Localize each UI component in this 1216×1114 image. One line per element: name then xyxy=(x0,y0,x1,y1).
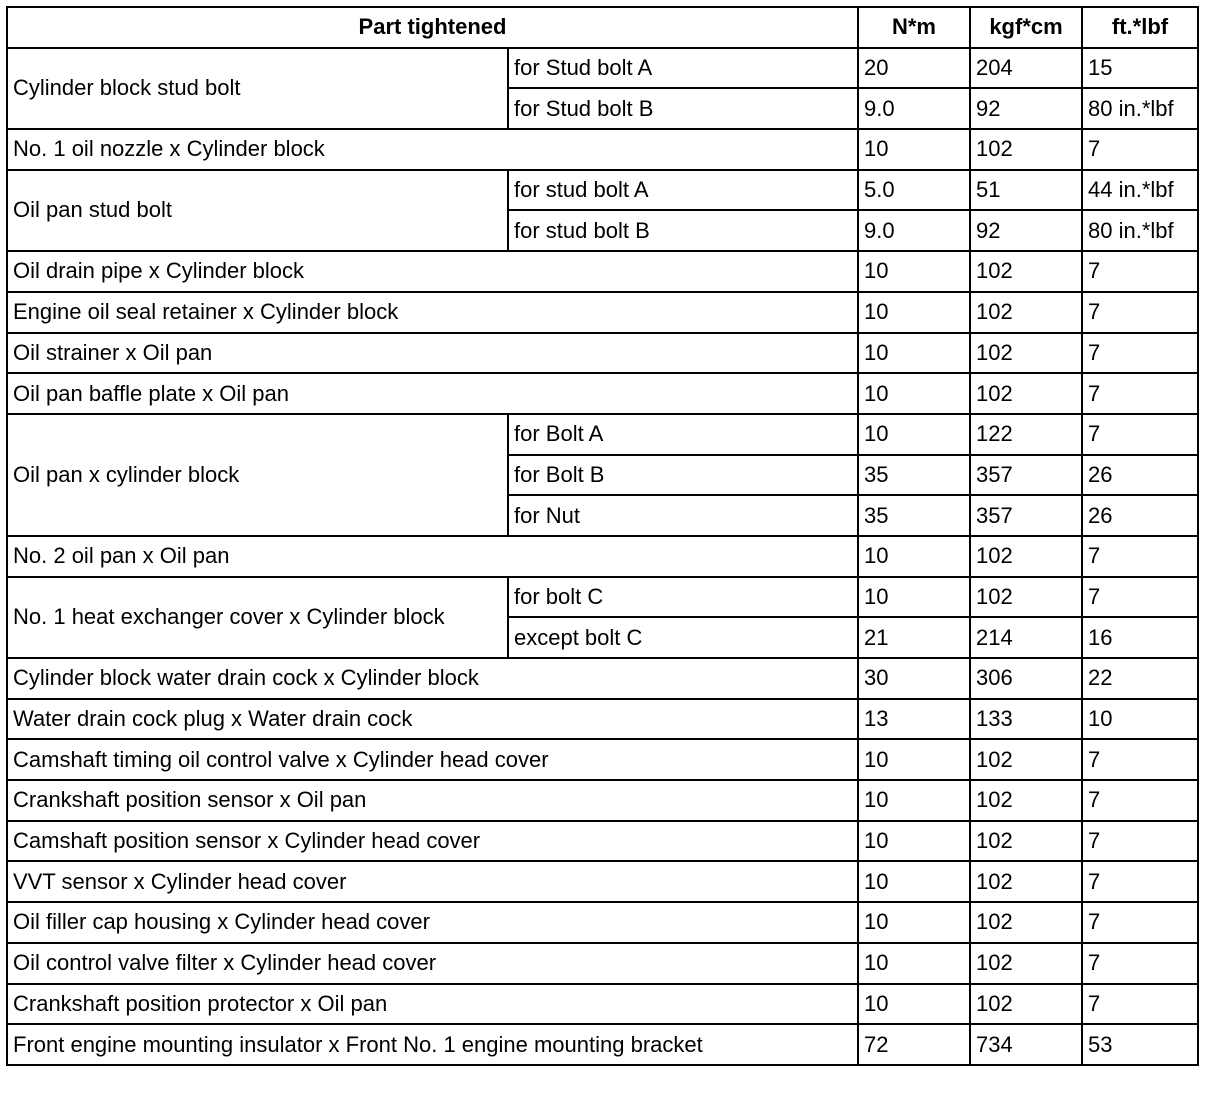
nm-value: 72 xyxy=(858,1024,970,1065)
kgfcm-value: 204 xyxy=(970,48,1082,89)
table-row xyxy=(7,1024,1198,1065)
part-cell: No. 1 heat exchanger cover x Cylinder block xyxy=(7,577,508,658)
table-row xyxy=(7,170,1198,211)
ftlbf-value: 44 in.*lbf xyxy=(1082,170,1198,211)
header-ftlbf: ft.*lbf xyxy=(1082,7,1198,48)
kgfcm-value: 51 xyxy=(970,170,1082,211)
nm-value: 10 xyxy=(858,780,970,821)
sub-part-cell: except bolt C xyxy=(508,617,858,658)
ftlbf-value: 80 in.*lbf xyxy=(1082,88,1198,129)
table-row xyxy=(7,577,1198,618)
kgfcm-value: 102 xyxy=(970,821,1082,862)
nm-value: 35 xyxy=(858,495,970,536)
table-row xyxy=(7,984,1198,1025)
table-body xyxy=(7,48,1198,1065)
header-kgfcm: kgf*cm xyxy=(970,7,1082,48)
kgfcm-value: 102 xyxy=(970,902,1082,943)
part-cell: Water drain cock plug x Water drain cock xyxy=(7,699,858,740)
nm-value: 10 xyxy=(858,292,970,333)
part-cell: Oil pan stud bolt xyxy=(7,170,508,251)
table-row xyxy=(7,48,1198,89)
part-cell: No. 1 oil nozzle x Cylinder block xyxy=(7,129,858,170)
nm-value: 10 xyxy=(858,251,970,292)
sub-part-cell: for Bolt A xyxy=(508,414,858,455)
part-cell: Oil strainer x Oil pan xyxy=(7,333,858,374)
ftlbf-value: 16 xyxy=(1082,617,1198,658)
kgfcm-value: 102 xyxy=(970,943,1082,984)
ftlbf-value: 7 xyxy=(1082,943,1198,984)
ftlbf-value: 22 xyxy=(1082,658,1198,699)
part-cell: Oil control valve filter x Cylinder head cover xyxy=(7,943,858,984)
table-row xyxy=(7,658,1198,699)
sub-part-cell: for Bolt B xyxy=(508,455,858,496)
kgfcm-value: 306 xyxy=(970,658,1082,699)
table-row xyxy=(7,536,1198,577)
sub-part-cell: for Stud bolt B xyxy=(508,88,858,129)
kgfcm-value: 92 xyxy=(970,210,1082,251)
table-row xyxy=(7,373,1198,414)
ftlbf-value: 7 xyxy=(1082,414,1198,455)
table-row xyxy=(7,739,1198,780)
nm-value: 10 xyxy=(858,821,970,862)
table-row xyxy=(7,699,1198,740)
kgfcm-value: 102 xyxy=(970,739,1082,780)
kgfcm-value: 102 xyxy=(970,577,1082,618)
kgfcm-value: 214 xyxy=(970,617,1082,658)
ftlbf-value: 10 xyxy=(1082,699,1198,740)
nm-value: 10 xyxy=(858,902,970,943)
table-row xyxy=(7,780,1198,821)
table-row xyxy=(7,129,1198,170)
table-row xyxy=(7,292,1198,333)
ftlbf-value: 7 xyxy=(1082,251,1198,292)
nm-value: 10 xyxy=(858,536,970,577)
kgfcm-value: 357 xyxy=(970,455,1082,496)
header-nm: N*m xyxy=(858,7,970,48)
ftlbf-value: 7 xyxy=(1082,780,1198,821)
nm-value: 10 xyxy=(858,414,970,455)
ftlbf-value: 7 xyxy=(1082,984,1198,1025)
header-part-tightened: Part tightened xyxy=(7,7,858,48)
ftlbf-value: 7 xyxy=(1082,577,1198,618)
kgfcm-value: 357 xyxy=(970,495,1082,536)
kgfcm-value: 102 xyxy=(970,251,1082,292)
nm-value: 10 xyxy=(858,984,970,1025)
nm-value: 30 xyxy=(858,658,970,699)
nm-value: 9.0 xyxy=(858,88,970,129)
table-row xyxy=(7,902,1198,943)
ftlbf-value: 15 xyxy=(1082,48,1198,89)
ftlbf-value: 7 xyxy=(1082,333,1198,374)
ftlbf-value: 7 xyxy=(1082,739,1198,780)
sub-part-cell: for bolt C xyxy=(508,577,858,618)
part-cell: Oil drain pipe x Cylinder block xyxy=(7,251,858,292)
ftlbf-value: 7 xyxy=(1082,821,1198,862)
kgfcm-value: 133 xyxy=(970,699,1082,740)
part-cell: Cylinder block water drain cock x Cylinder block xyxy=(7,658,858,699)
kgfcm-value: 734 xyxy=(970,1024,1082,1065)
part-cell: Front engine mounting insulator x Front No. 1 engine mounting bracket xyxy=(7,1024,858,1065)
table-row xyxy=(7,333,1198,374)
ftlbf-value: 7 xyxy=(1082,292,1198,333)
kgfcm-value: 92 xyxy=(970,88,1082,129)
part-cell: Camshaft timing oil control valve x Cylinder head cover xyxy=(7,739,858,780)
kgfcm-value: 102 xyxy=(970,373,1082,414)
ftlbf-value: 53 xyxy=(1082,1024,1198,1065)
ftlbf-value: 7 xyxy=(1082,861,1198,902)
nm-value: 35 xyxy=(858,455,970,496)
part-cell: Engine oil seal retainer x Cylinder block xyxy=(7,292,858,333)
nm-value: 10 xyxy=(858,861,970,902)
part-cell: VVT sensor x Cylinder head cover xyxy=(7,861,858,902)
kgfcm-value: 102 xyxy=(970,333,1082,374)
ftlbf-value: 7 xyxy=(1082,373,1198,414)
part-cell: Crankshaft position protector x Oil pan xyxy=(7,984,858,1025)
table-row xyxy=(7,414,1198,455)
ftlbf-value: 80 in.*lbf xyxy=(1082,210,1198,251)
part-cell: Cylinder block stud bolt xyxy=(7,48,508,129)
ftlbf-value: 7 xyxy=(1082,536,1198,577)
part-cell: Crankshaft position sensor x Oil pan xyxy=(7,780,858,821)
kgfcm-value: 102 xyxy=(970,536,1082,577)
nm-value: 10 xyxy=(858,129,970,170)
part-cell: Oil filler cap housing x Cylinder head cover xyxy=(7,902,858,943)
sub-part-cell: for stud bolt B xyxy=(508,210,858,251)
ftlbf-value: 7 xyxy=(1082,902,1198,943)
part-cell: Camshaft position sensor x Cylinder head cover xyxy=(7,821,858,862)
nm-value: 10 xyxy=(858,739,970,780)
table-row xyxy=(7,861,1198,902)
nm-value: 20 xyxy=(858,48,970,89)
nm-value: 5.0 xyxy=(858,170,970,211)
header-row xyxy=(7,7,1198,48)
kgfcm-value: 102 xyxy=(970,129,1082,170)
part-cell: Oil pan x cylinder block xyxy=(7,414,508,536)
sub-part-cell: for stud bolt A xyxy=(508,170,858,211)
nm-value: 21 xyxy=(858,617,970,658)
ftlbf-value: 7 xyxy=(1082,129,1198,170)
ftlbf-value: 26 xyxy=(1082,495,1198,536)
kgfcm-value: 122 xyxy=(970,414,1082,455)
part-cell: Oil pan baffle plate x Oil pan xyxy=(7,373,858,414)
nm-value: 13 xyxy=(858,699,970,740)
ftlbf-value: 26 xyxy=(1082,455,1198,496)
part-cell: No. 2 oil pan x Oil pan xyxy=(7,536,858,577)
kgfcm-value: 102 xyxy=(970,780,1082,821)
nm-value: 10 xyxy=(858,373,970,414)
kgfcm-value: 102 xyxy=(970,292,1082,333)
sub-part-cell: for Nut xyxy=(508,495,858,536)
table-row xyxy=(7,821,1198,862)
nm-value: 10 xyxy=(858,333,970,374)
table-row xyxy=(7,943,1198,984)
table-row xyxy=(7,251,1198,292)
nm-value: 10 xyxy=(858,943,970,984)
kgfcm-value: 102 xyxy=(970,861,1082,902)
kgfcm-value: 102 xyxy=(970,984,1082,1025)
torque-spec-table xyxy=(6,6,1199,1066)
nm-value: 9.0 xyxy=(858,210,970,251)
nm-value: 10 xyxy=(858,577,970,618)
sub-part-cell: for Stud bolt A xyxy=(508,48,858,89)
